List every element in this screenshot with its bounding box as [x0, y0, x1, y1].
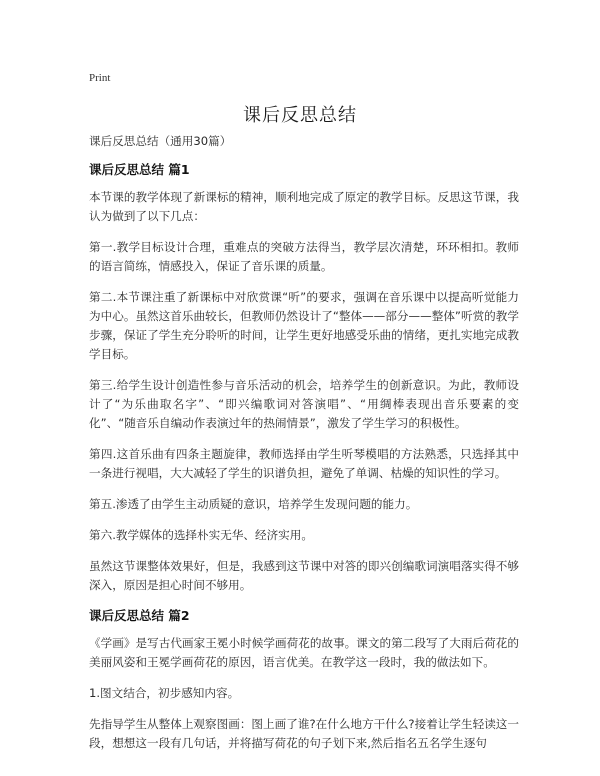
section-heading: 课后反思总结 篇2	[89, 608, 190, 623]
paragraph: 《学画》是写古代画家王冕小时候学画荷花的故事。课文的第二段写了大雨后荷花的美丽风姿和王冕学画荷花的原因，语言优美。在教学这一段时，我的做法如下。	[89, 636, 519, 669]
document-subtitle: 课后反思总结（通用30篇）	[89, 134, 232, 148]
paragraph: 第六.教学媒体的选择朴实无华、经济实用。	[89, 528, 313, 542]
page-title: 课后反思总结	[243, 105, 357, 126]
paragraph: 第四.这首乐曲有四条主题旋律，教师选择由学生听琴模唱的方法熟悉，只选择其中一条进行视唱，大大减轻了学生的识谱负担，避免了单调、枯燥的知识性的学习。	[89, 447, 519, 480]
document-body	[89, 132, 519, 765]
paragraph: 本节课的教学体现了新课标的精神，顺利地完成了原定的教学目标。反思这节课，我认为做到了以下几点：	[89, 190, 519, 223]
paragraph: 1.图文结合，初步感知内容。	[89, 686, 240, 700]
section-2	[89, 607, 519, 753]
paragraph: 第二.本节课注重了新课标中对欣赏课“听”的要求，强调在音乐课中以提高听觉能力为中心。虽然这首乐曲较长，但教师仍然设计了“整体——部分——整体”听赏的教学步骤，保证了学生充分聆听的时间，让学生更好地感受乐曲的情绪，更扎实地完成教学目标。	[89, 290, 519, 361]
section-1	[89, 161, 519, 595]
paragraph: 虽然这节课整体效果好，但是，我感到这节课中对答的即兴创编歌词演唱落实得不够深入，原因是担心时间不够用。	[89, 559, 519, 592]
paragraph: 先指导学生从整体上观察图画：图上画了谁?在什么地方干什么?接着让学生轻读这一段，想想这一段有几句话，并将描写荷花的句子划下来,然后指名五名学生逐句	[89, 717, 519, 750]
print-link[interactable]: Print	[89, 72, 111, 84]
paragraph: 第一.教学目标设计合理，重难点的突破方法得当，教学层次清楚，环环相扣。教师的语言简练，情感投入，保证了音乐课的质量。	[89, 240, 519, 273]
paragraph: 第五.渗透了由学生主动质疑的意识，培养学生发现问题的能力。	[89, 497, 418, 511]
section-heading: 课后反思总结 篇1	[89, 162, 190, 177]
paragraph: 第三.给学生设计创造性参与音乐活动的机会，培养学生的创新意识。为此，教师设计了“为乐曲取名字”、“即兴编歌词对答演唱”、“用绸棒表现出音乐要素的变化”、“随音乐自编动作表演过年的热闹情景”，激发了学生学习的积极性。	[89, 378, 519, 430]
